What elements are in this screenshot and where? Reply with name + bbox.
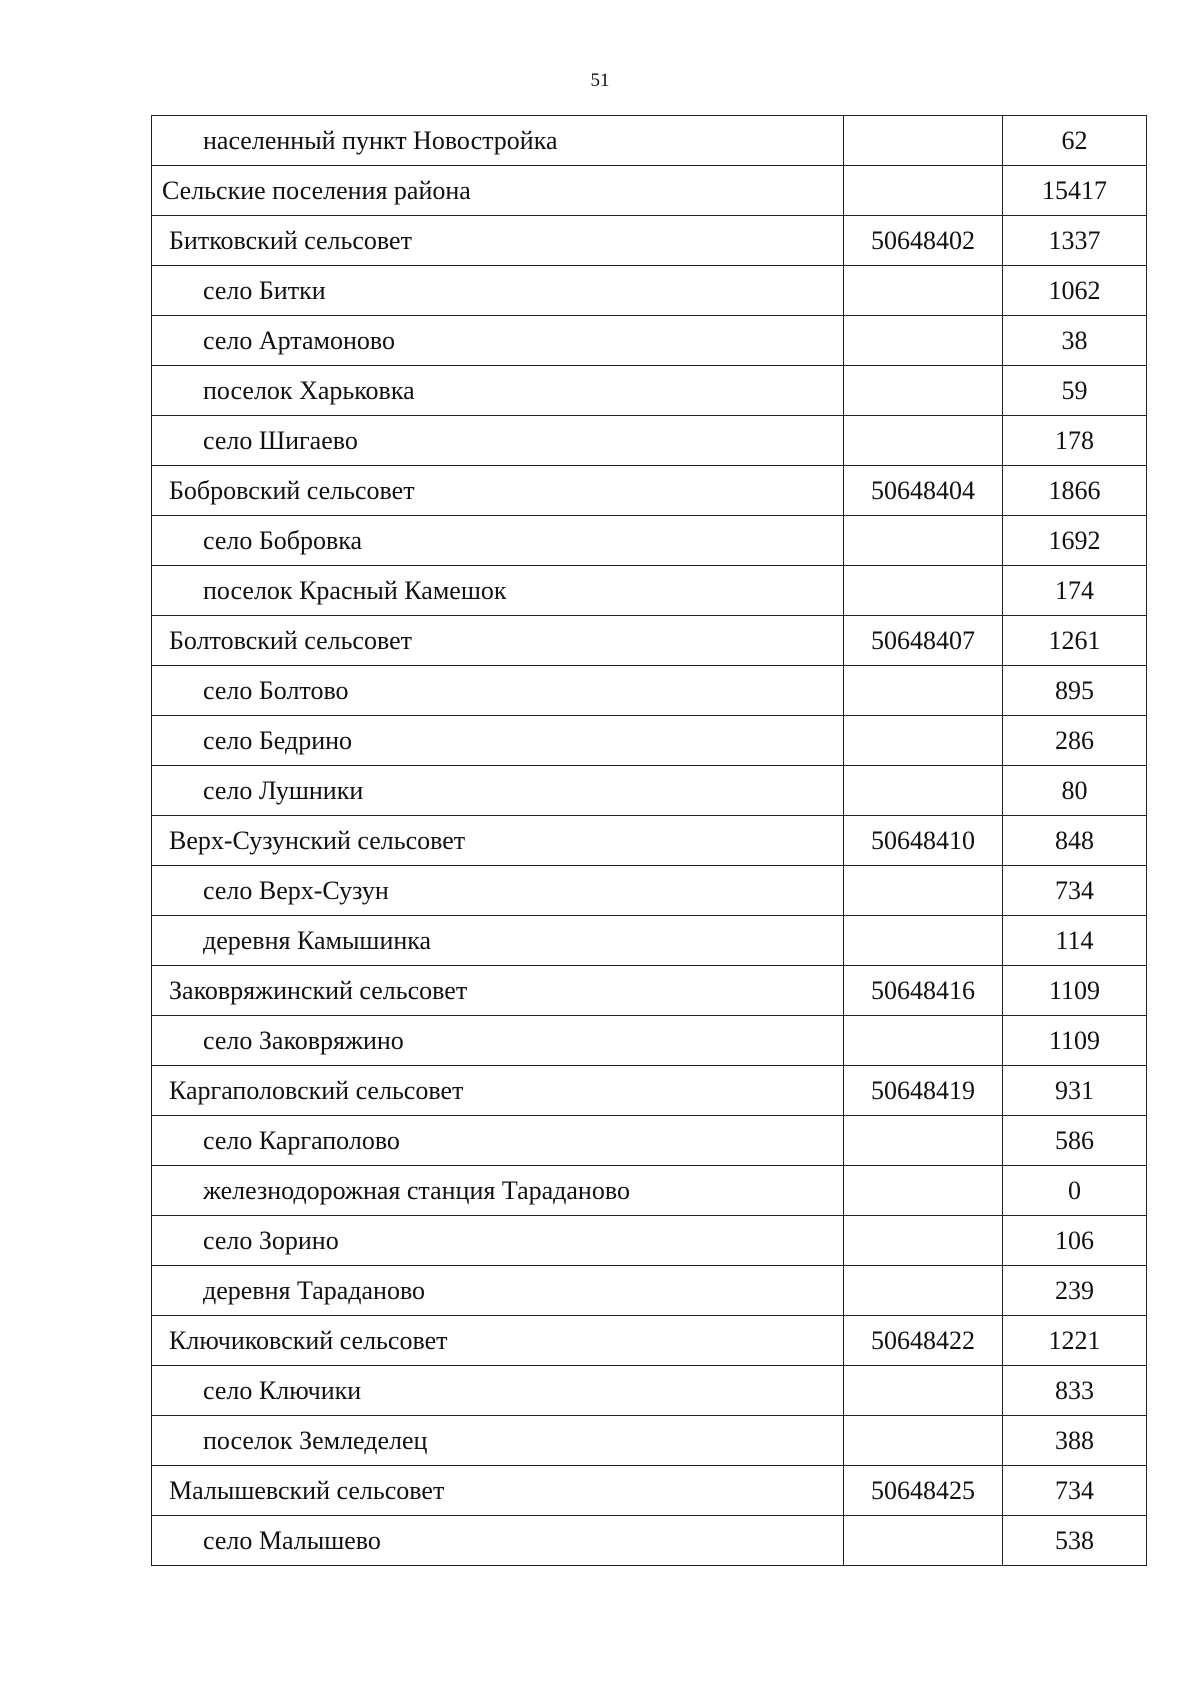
- population-cell: 286: [1003, 716, 1147, 766]
- settlement-name-cell: село Болтово: [152, 666, 844, 716]
- table-row: [152, 916, 1147, 966]
- settlement-name-cell: поселок Харьковка: [152, 366, 844, 416]
- oktmo-code-cell: 50648404: [844, 466, 1003, 516]
- population-cell: 239: [1003, 1266, 1147, 1316]
- oktmo-code-cell: 50648402: [844, 216, 1003, 266]
- settlement-name-cell: село Заковряжино: [152, 1016, 844, 1066]
- table-row: [152, 1316, 1147, 1366]
- settlement-name-cell: Бобровский сельсовет: [152, 466, 844, 516]
- settlement-name-cell: село Зорино: [152, 1216, 844, 1266]
- oktmo-code-cell: [844, 766, 1003, 816]
- oktmo-code-cell: [844, 1216, 1003, 1266]
- population-cell: 1109: [1003, 1016, 1147, 1066]
- population-cell: 114: [1003, 916, 1147, 966]
- oktmo-code-cell: [844, 1416, 1003, 1466]
- page-number: 51: [590, 70, 610, 91]
- population-cell: 174: [1003, 566, 1147, 616]
- settlement-name-cell: деревня Тараданово: [152, 1266, 844, 1316]
- oktmo-code-cell: [844, 316, 1003, 366]
- table-row: [152, 866, 1147, 916]
- settlement-name-cell: Малышевский сельсовет: [152, 1466, 844, 1516]
- population-cell: 931: [1003, 1066, 1147, 1116]
- oktmo-code-cell: [844, 266, 1003, 316]
- population-cell: 538: [1003, 1516, 1147, 1566]
- population-cell: 734: [1003, 1466, 1147, 1516]
- oktmo-code-cell: [844, 666, 1003, 716]
- table-row: [152, 616, 1147, 666]
- population-cell: 178: [1003, 416, 1147, 466]
- settlement-name-cell: село Артамоново: [152, 316, 844, 366]
- settlement-name-cell: Сельские поселения района: [152, 166, 844, 216]
- population-cell: 15417: [1003, 166, 1147, 216]
- table-row: [152, 1166, 1147, 1216]
- table-row: [152, 1116, 1147, 1166]
- population-cell: 0: [1003, 1166, 1147, 1216]
- oktmo-code-cell: 50648422: [844, 1316, 1003, 1366]
- population-cell: 62: [1003, 116, 1147, 166]
- settlement-name-cell: село Бедрино: [152, 716, 844, 766]
- oktmo-code-cell: [844, 366, 1003, 416]
- population-cell: 734: [1003, 866, 1147, 916]
- settlement-name-cell: населенный пункт Новостройка: [152, 116, 844, 166]
- population-cell: 38: [1003, 316, 1147, 366]
- table-row: [152, 1466, 1147, 1516]
- table-row: [152, 416, 1147, 466]
- population-cell: 1261: [1003, 616, 1147, 666]
- settlement-name-cell: село Каргаполово: [152, 1116, 844, 1166]
- settlement-name-cell: поселок Земледелец: [152, 1416, 844, 1466]
- population-cell: 895: [1003, 666, 1147, 716]
- oktmo-code-cell: 50648407: [844, 616, 1003, 666]
- table-row: [152, 266, 1147, 316]
- settlement-name-cell: село Лушники: [152, 766, 844, 816]
- table-row: [152, 316, 1147, 366]
- population-cell: 1109: [1003, 966, 1147, 1016]
- oktmo-code-cell: [844, 1266, 1003, 1316]
- oktmo-code-cell: [844, 516, 1003, 566]
- settlement-name-cell: село Ключики: [152, 1366, 844, 1416]
- settlement-name-cell: село Битки: [152, 266, 844, 316]
- settlement-name-cell: село Малышево: [152, 1516, 844, 1566]
- population-cell: 1337: [1003, 216, 1147, 266]
- settlements-table: [151, 115, 1147, 1566]
- table-row: [152, 166, 1147, 216]
- table-row: [152, 1416, 1147, 1466]
- table-row: [152, 1016, 1147, 1066]
- table-row: [152, 1516, 1147, 1566]
- table-row: [152, 1366, 1147, 1416]
- oktmo-code-cell: [844, 1166, 1003, 1216]
- table-row: [152, 216, 1147, 266]
- table-row: [152, 766, 1147, 816]
- table-row: [152, 366, 1147, 416]
- oktmo-code-cell: 50648416: [844, 966, 1003, 1016]
- table-row: [152, 816, 1147, 866]
- settlement-name-cell: Верх-Сузунский сельсовет: [152, 816, 844, 866]
- settlement-name-cell: село Верх-Сузун: [152, 866, 844, 916]
- table-row: [152, 1066, 1147, 1116]
- population-cell: 1062: [1003, 266, 1147, 316]
- oktmo-code-cell: [844, 1516, 1003, 1566]
- population-cell: 388: [1003, 1416, 1147, 1466]
- settlement-name-cell: село Шигаево: [152, 416, 844, 466]
- table-row: [152, 966, 1147, 1016]
- oktmo-code-cell: [844, 716, 1003, 766]
- table-row: [152, 666, 1147, 716]
- oktmo-code-cell: [844, 166, 1003, 216]
- oktmo-code-cell: 50648419: [844, 1066, 1003, 1116]
- table-row: [152, 516, 1147, 566]
- settlement-name-cell: железнодорожная станция Тараданово: [152, 1166, 844, 1216]
- population-cell: 1221: [1003, 1316, 1147, 1366]
- oktmo-code-cell: [844, 916, 1003, 966]
- oktmo-code-cell: [844, 866, 1003, 916]
- population-cell: 1692: [1003, 516, 1147, 566]
- oktmo-code-cell: 50648410: [844, 816, 1003, 866]
- table-row: [152, 566, 1147, 616]
- oktmo-code-cell: [844, 1116, 1003, 1166]
- table-row: [152, 716, 1147, 766]
- settlement-name-cell: село Бобровка: [152, 516, 844, 566]
- settlement-name-cell: Заковряжинский сельсовет: [152, 966, 844, 1016]
- population-cell: 106: [1003, 1216, 1147, 1266]
- settlement-name-cell: поселок Красный Камешок: [152, 566, 844, 616]
- settlement-name-cell: деревня Камышинка: [152, 916, 844, 966]
- oktmo-code-cell: [844, 566, 1003, 616]
- settlement-name-cell: Битковский сельсовет: [152, 216, 844, 266]
- population-cell: 80: [1003, 766, 1147, 816]
- settlement-name-cell: Каргаполовский сельсовет: [152, 1066, 844, 1116]
- settlement-name-cell: Болтовский сельсовет: [152, 616, 844, 666]
- population-cell: 848: [1003, 816, 1147, 866]
- oktmo-code-cell: [844, 416, 1003, 466]
- oktmo-code-cell: [844, 1016, 1003, 1066]
- table-row: [152, 116, 1147, 166]
- table-body: [152, 116, 1147, 1566]
- population-cell: 833: [1003, 1366, 1147, 1416]
- table-row: [152, 466, 1147, 516]
- population-cell: 586: [1003, 1116, 1147, 1166]
- population-cell: 1866: [1003, 466, 1147, 516]
- table-row: [152, 1266, 1147, 1316]
- population-cell: 59: [1003, 366, 1147, 416]
- settlement-name-cell: Ключиковский сельсовет: [152, 1316, 844, 1366]
- oktmo-code-cell: 50648425: [844, 1466, 1003, 1516]
- oktmo-code-cell: [844, 1366, 1003, 1416]
- oktmo-code-cell: [844, 116, 1003, 166]
- table-row: [152, 1216, 1147, 1266]
